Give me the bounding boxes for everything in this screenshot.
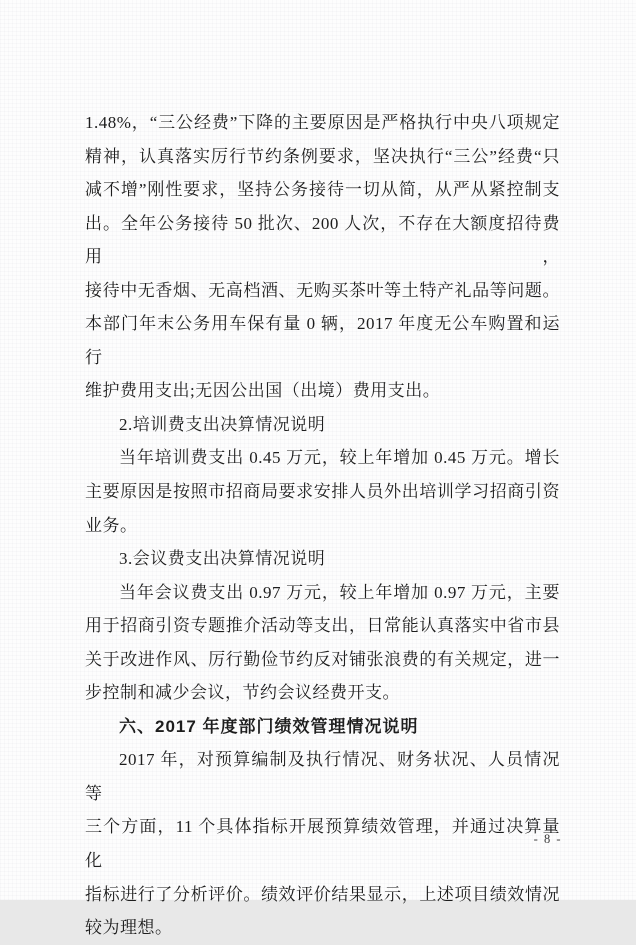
body-text-line: 关于改进作风、厉行勤俭节约反对铺张浪费的有关规定，进一 (85, 649, 560, 669)
body-text-line: 2017 年，对预算编制及执行情况、财务状况、人员情况等 (85, 750, 560, 803)
body-text-line: 当年会议费支出 0.97 万元，较上年增加 0.97 万元，主要 (119, 582, 560, 602)
body-text-line: 业务。 (85, 515, 138, 535)
body-text-line: 接待中无香烟、无高档酒、无购买茶叶等土特产礼品等问题。 (85, 280, 560, 300)
body-text-line: 出。全年公务接待 50 批次、200 人次，不存在大额度招待费用， (85, 213, 560, 267)
body-text-line: 三个方面，11 个具体指标开展预算绩效管理，并通过决算量化 (85, 817, 560, 871)
body-text-line: 维护费用支出;无因公出国（出境）费用支出。 (85, 381, 441, 401)
body-text-line: 减不增”刚性要求，坚持公务接待一切从简，从严从紧控制支 (85, 180, 560, 200)
body-text-line: 精神，认真落实厉行节约条例要求，坚决执行“三公”经费“只 (85, 146, 560, 166)
body-text-line: 指标进行了分析评价。绩效评价结果显示，上述项目绩效情况 (85, 884, 560, 904)
section-6-heading: 六、2017 年度部门绩效管理情况说明 (119, 716, 419, 736)
document-body (85, 106, 560, 945)
body-text-line: 用于招商引资专题推介活动等支出，日常能认真落实中省市县 (85, 616, 560, 636)
subsection-3-heading: 3.会议费支出决算情况说明 (119, 549, 326, 569)
page-number: - 8 - (533, 832, 562, 846)
body-text-line: 本部门年末公务用车保有量 0 辆，2017 年度无公车购置和运行 (85, 314, 560, 367)
subsection-2-heading: 2.培训费支出决算情况说明 (119, 414, 326, 434)
body-text-line: 步控制和减少会议，节约会议经费开支。 (85, 683, 400, 703)
body-text-line: 主要原因是按照市招商局要求安排人员外出培训学习招商引资 (85, 482, 560, 502)
body-text-line: 当年培训费支出 0.45 万元，较上年增加 0.45 万元。增长 (119, 448, 560, 468)
body-text-line: 较为理想。 (85, 918, 173, 938)
body-text-line: 1.48%，“三公经费”下降的主要原因是严格执行中央八项规定 (85, 113, 560, 132)
